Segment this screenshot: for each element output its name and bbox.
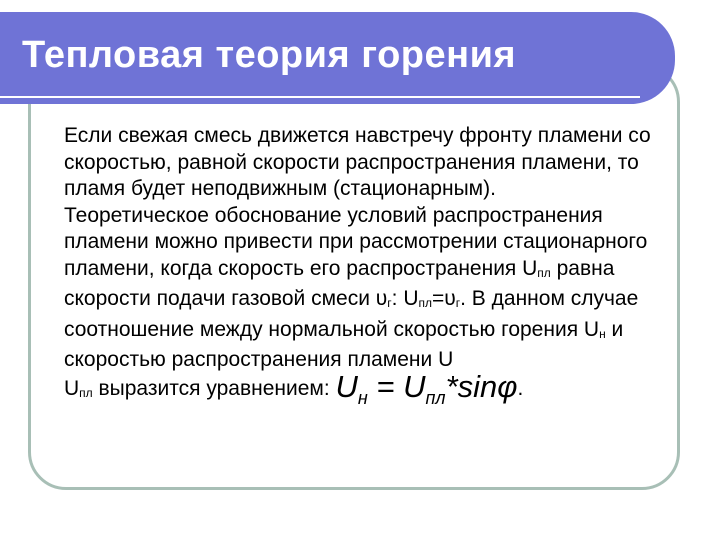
p2-text-7: выразится уравнением: (92, 376, 336, 400)
formula-equals-u: = U (367, 368, 426, 404)
formula-subscript-pl: пл (425, 387, 446, 408)
subscript-pl: пл (79, 385, 93, 400)
title-underline (0, 96, 640, 98)
formula-sin: *sinφ (445, 368, 518, 404)
p2-text-2: равна скорости подачи газовой смеси υ (64, 256, 615, 310)
formula (335, 368, 518, 408)
p2-text-4: =υ (432, 287, 456, 310)
p2-text-3: : U (391, 287, 419, 310)
subscript-pl: пл (418, 296, 432, 310)
end-period: . (517, 376, 524, 400)
paragraph-1: Если свежая смесь движется навстречу фронту пламени со скоростью, равной скорости распространения пламени, то пламя будет неподвижным (стационарным). (64, 124, 651, 200)
subscript-n: н (599, 326, 606, 341)
formula-u: U (335, 368, 358, 404)
subscript-g: г (455, 296, 461, 310)
slide-body (64, 123, 654, 411)
slide-title: Тепловая теория горения (22, 34, 517, 76)
p2-text-u: U (64, 376, 80, 400)
subscript-pl: пл (537, 265, 551, 280)
p2-text-6: и скоростью распространения пламени U (64, 317, 624, 371)
formula-subscript-n: н (357, 387, 368, 408)
p2-text-1: Теоретическое обоснование условий распространения пламени можно привести при рассмотрении стационарного пламени, когда скорость его распространения U (64, 203, 648, 280)
paragraph-2 (64, 203, 654, 411)
p2-text-5: . В данном случае соотношение между нормальной скоростью горения U (64, 287, 639, 341)
subscript-g: г (387, 296, 392, 310)
